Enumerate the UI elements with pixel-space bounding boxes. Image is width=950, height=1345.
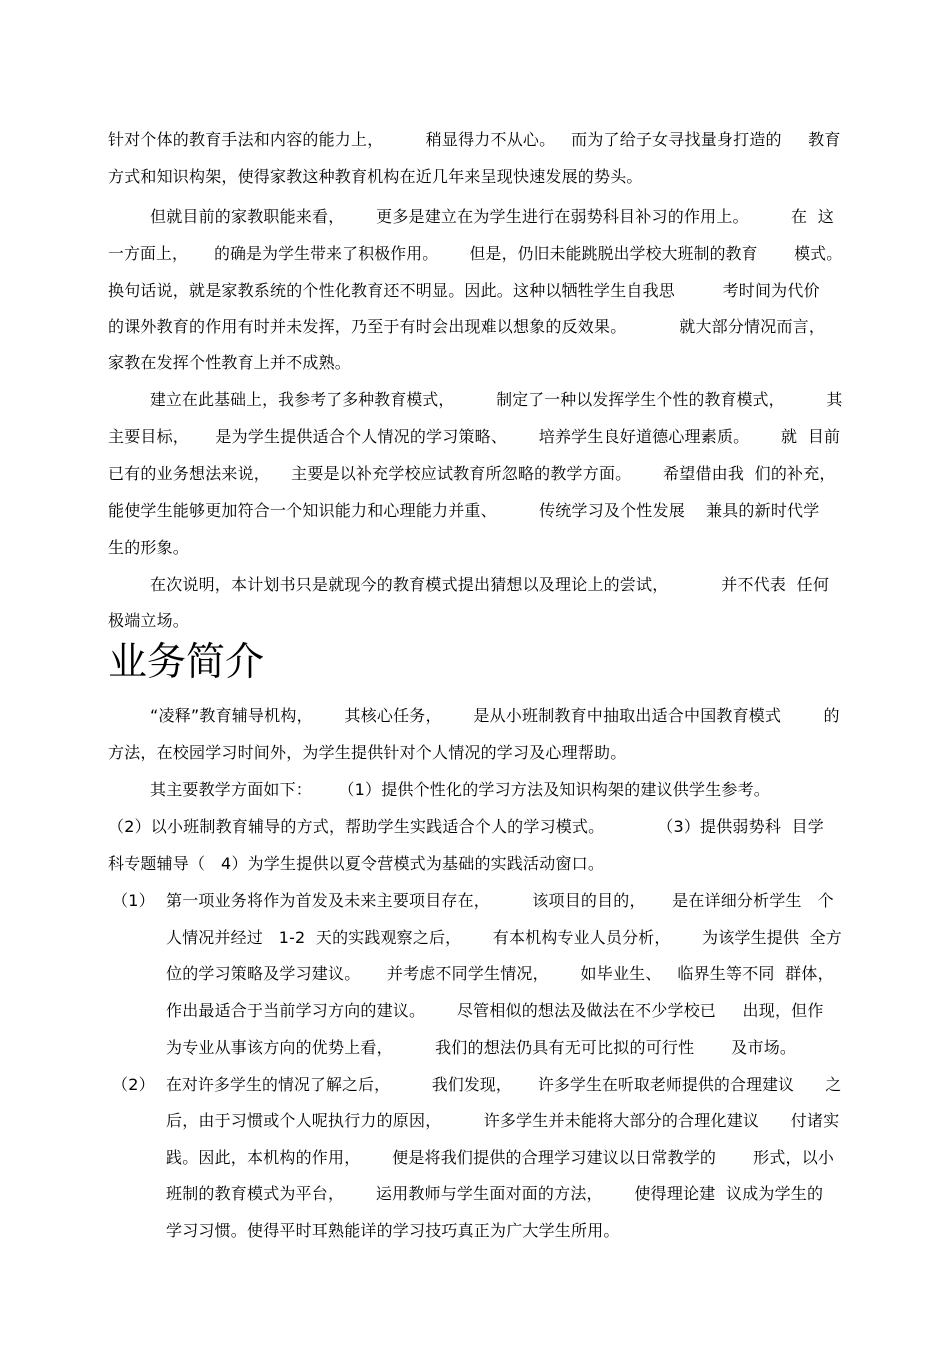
text-line: 班制的教育模式为平台， 运用教师与学生面对面的方法， 使得理论建 议成为学生的	[166, 1184, 824, 1203]
text-line: 践。因此，本机构的作用， 便是将我们提供的合理学习建议以日常教学的 形式，以小	[166, 1148, 835, 1167]
text-line: 方法，在校园学习时间外，为学生提供针对个人情况的学习及心理帮助。	[108, 743, 627, 762]
text-line: 学习习惯。使得平时耳熟能详的学习技巧真正为广大学生所用。	[166, 1221, 620, 1240]
text-line: 后，由于习惯或个人呢执行力的原因， 许多学生并未能将大部分的合理化建议 付诸实	[166, 1111, 840, 1130]
item-marker: （1）	[112, 891, 155, 910]
text-line: 其主要教学方面如下： （1）提供个性化的学习方法及知识构架的建议供学生参考。	[150, 780, 771, 799]
text-line: 的课外教育的作用有时并未发挥，乃至于有时会出现难以想象的反效果。 就大部分情况而言，	[108, 317, 826, 336]
text-line: 主要目标， 是为学生提供适合个人情况的学习策略、 培养学生良好道德心理素质。 就 目前	[108, 427, 841, 446]
text-line: 一方面上， 的确是为学生带来了积极作用。 但是，仍旧未能跳脱出学校大班制的教育 模式。	[108, 244, 843, 263]
text-line: 第一项业务将作为首发及未来主要项目存在， 该项目的目的， 是在详细分析学生 个	[166, 891, 834, 910]
text-line: 人情况并经过 1-2 天的实践观察之后， 有本机构专业人员分析， 为该学生提供 全方	[166, 928, 842, 947]
text-line: “凌释”教育辅导机构， 其核心任务， 是从小班制教育中抽取出适合中国教育模式 的	[150, 706, 840, 725]
item-marker: （2）	[112, 1075, 155, 1094]
text-line: 生的形象。	[108, 538, 190, 557]
text-line: 建立在此基础上，我参考了多种教育模式， 制定了一种以发挥学生个性的教育模式， 其	[150, 390, 843, 409]
text-line: 在对许多学生的情况了解之后， 我们发现， 许多学生在听取老师提供的合理建议 之	[166, 1075, 842, 1094]
text-line: 针对个体的教育手法和内容的能力上， 稍显得力不从心。 而为了给子女寻找量身打造的 教育	[108, 130, 841, 149]
text-line: 能使学生能够更加符合一个知识能力和心理能力并重、 传统学习及个性发展 兼具的新时代学	[108, 501, 820, 520]
text-line: 作出最适合于当前学习方向的建议。 尽管相似的想法及做法在不少学校已 出现，但作	[166, 1001, 824, 1020]
text-line: 为专业从事该方向的优势上看， 我们的想法仍具有无可比拟的可行性 及市场。	[166, 1038, 797, 1057]
text-line: 位的学习策略及学习建议。 并考虑不同学生情况， 如毕业生、 临界生等不同 群体，	[166, 964, 834, 983]
text-line: 已有的业务想法来说， 主要是以补充学校应试教育所忽略的教学方面。 希望借由我 们的补充，	[108, 464, 836, 483]
text-line: 家教在发挥个性教育上并不成熟。	[108, 353, 352, 372]
text-line: 换句话说，就是家教系统的个性化教育还不明显。因此。这种以牺牲学生自我思 考时间为代价	[108, 281, 820, 300]
text-line: 在次说明，本计划书只是就现今的教育模式提出猜想以及理论上的尝试， 并不代表 任何	[150, 575, 830, 594]
text-line: 但就目前的家教职能来看， 更多是建立在为学生进行在弱势科目补习的作用上。 在 这	[150, 207, 834, 226]
text-line: 极端立场。	[108, 611, 190, 630]
text-line: （2）以小班制教育辅导的方式，帮助学生实践适合个人的学习模式。 （3）提供弱势科 目学	[108, 817, 824, 836]
text-line: 方式和知识构架，使得家教这种教育机构在近几年来呈现快速发展的势头。	[108, 167, 643, 186]
section-heading: 业务简介	[108, 640, 265, 685]
text-line: 科专题辅导（ 4）为学生提供以夏令营模式为基础的实践活动窗口。	[108, 854, 605, 873]
